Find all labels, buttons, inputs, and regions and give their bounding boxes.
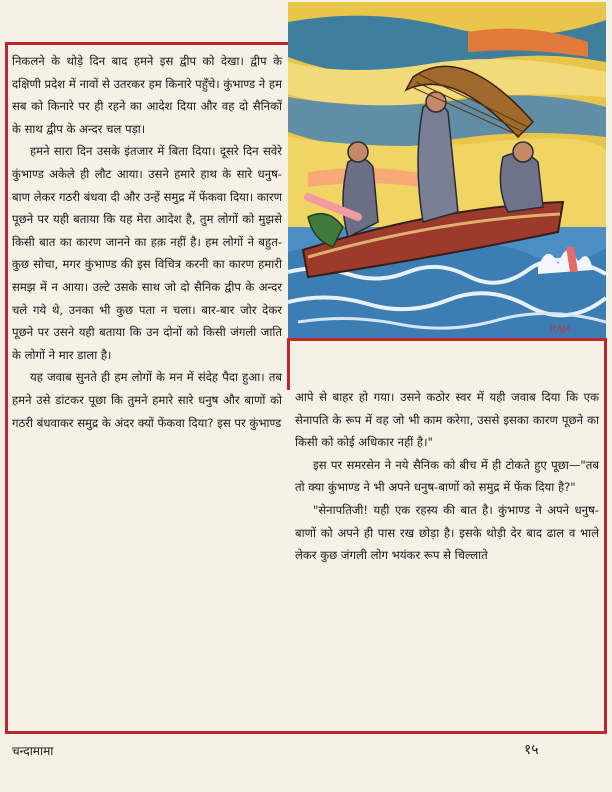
paragraph: यह जवाब सुनते ही हम लोगों के मन में संदेह पैदा हुआ। तब हमने उसे डांटकर पूछा कि तुमने हमारे सारे धनुष और बाणों को गठरी बंधवाकर समुद्र के अंदर क्यों फेंकवा दिया? इस पर कुंभाण्ड [12,370,282,430]
magazine-name: चन्दामामा [12,744,54,758]
story-left-column [12,50,282,434]
boat-scene-image [288,2,606,338]
story-illustration [288,2,606,338]
border-middle [287,338,290,390]
border-middle-top [287,338,607,341]
page-number: १५ [524,742,539,758]
border-right [604,338,607,734]
paragraph: आपे से बाहर हो गया। उसने कठोर स्वर में यही जवाब दिया कि एक सेनापति के रूप में वह जो भी काम करेगा, उससे इसका कारण पूछने का किसी को कोई अधिकार नहीं है।" [295,390,599,450]
paragraph: निकलने के थोड़े दिन बाद हमने इस द्वीप को देखा। द्वीप के दक्षिणी प्रदेश में नावों से उतरकर हम किनारे पहुँचे। कुंभाण्ड ने हम सब को किनारे पर ही रहने का आदेश दिया और वह दो सैनिकों के साथ द्वीप के अन्दर चल पड़ा। [12,54,283,136]
border-top-left [5,42,288,45]
paragraph: "सेनापतिजी! यही एक रहस्य की बात है। कुंभाण्ड ने अपने धनुष-बाणों को अपने ही पास रख छोड़ा है। इसके थोड़ी देर बाद ढाल व भाले लेकर कुछ जंगली लोग भयंकर रूप से चिल्लाते [295,502,599,563]
artist-signature: RAJA [550,325,572,335]
border-bottom [5,731,607,734]
border-left [5,42,8,734]
story-right-column [295,386,599,567]
paragraph: हमने सारा दिन उसके इंतजार में बिता दिया। दूसरे दिन सवेरे कुंभाण्ड अकेले ही लौट आया। उसने हमारे हाथ के सारे धनुष-बाण लेकर गठरी बंधवा दी और उन्हें समुद्र में फेंकवा दिया। कारण पूछने पर यही बताया कि यह मेरा आदेश है, तुम लोगों को मुझसे किसी बात का कारण जानने का हक़ नहीं है। हम लोगों ने बहुत-कुछ सोचा, मगर कुंभाण्ड की इस विचित्र करनी का कारण हमारी समझ में न आया। उल्टे उसके साथ जो दो सैनिक द्वीप के अन्दर चले गये थे, उनका भी कुछ पता न चला। बार-बार जोर देकर पूछने पर उसने यही बताया कि उन दोनों को किसी जंगली जाति के लोगों ने मार डाला है। [12,144,282,362]
paragraph: इस पर समरसेन ने नये सैनिक को बीच में ही टोकते हुए पूछा—"तब तो क्या कुंभाण्ड ने भी अपने धनुष-बाणों को समुद्र में फेंक दिया है?" [295,457,599,495]
